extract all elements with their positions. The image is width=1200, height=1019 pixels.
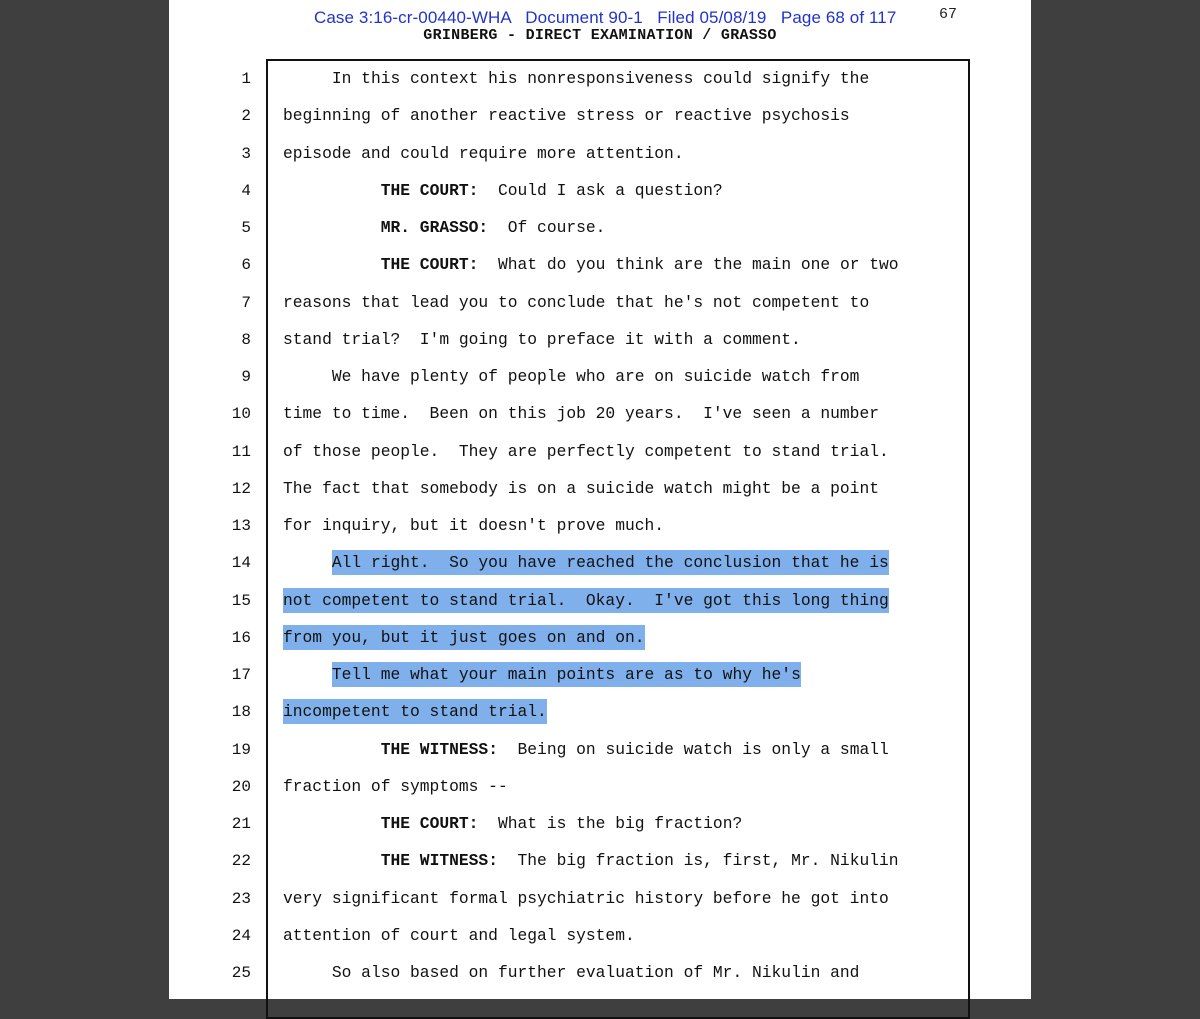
transcript-line	[169, 660, 1031, 690]
highlighted-text: incompetent to stand trial.	[283, 699, 547, 724]
transcript-line	[169, 958, 1031, 988]
line-text	[283, 325, 801, 355]
line-number: 20	[231, 777, 251, 796]
line-number: 22	[231, 852, 251, 871]
transcript-line	[169, 139, 1031, 169]
highlighted-text: not competent to stand trial. Okay. I've got this long thing	[283, 588, 889, 613]
line-body: very significant formal psychiatric history before he got into	[283, 888, 889, 908]
transcript-line	[169, 325, 1031, 355]
line-text	[283, 586, 889, 616]
transcript-line	[169, 474, 1031, 504]
transcript-line	[169, 362, 1031, 392]
speaker-label: THE COURT:	[380, 814, 479, 833]
line-body: So also based on further evaluation of Mr. Nikulin and	[331, 963, 860, 982]
speaker-label: THE COURT:	[380, 180, 479, 200]
line-body: Of course.	[488, 218, 606, 237]
transcript-line	[169, 921, 1031, 951]
line-number: 6	[241, 256, 251, 275]
line-text	[283, 362, 859, 392]
line-text	[283, 399, 879, 429]
transcript-line	[169, 846, 1031, 876]
transcript-line	[169, 735, 1031, 765]
speaker-label: MR. GRASSO:	[380, 218, 489, 237]
highlighted-text: Tell me what your main points are as to why he's	[332, 662, 801, 687]
line-text	[283, 548, 889, 578]
filing-header: Case 3:16-cr-00440-WHA Document 90-1 Filed 05/08/19 Page 68 of 117	[314, 8, 897, 27]
transcript-line	[169, 250, 1031, 280]
transcript-line	[169, 213, 1031, 243]
line-number: 5	[241, 219, 251, 237]
transcript-line	[169, 399, 1031, 429]
line-body: of those people. They are perfectly competent to stand trial.	[283, 441, 889, 461]
line-number: 17	[231, 666, 251, 684]
transcript-line	[169, 809, 1031, 839]
line-body: reasons that lead you to conclude that he's not competent to	[283, 292, 870, 312]
line-body: In this context his nonresponsiveness could signify the	[331, 69, 870, 88]
line-text	[283, 921, 635, 951]
line-number: 13	[231, 517, 251, 535]
line-text	[283, 958, 859, 988]
line-body: We have plenty of people who are on suicide watch from	[331, 367, 860, 386]
line-number: 14	[231, 554, 251, 573]
line-text	[283, 139, 684, 169]
line-number: 18	[231, 703, 251, 722]
line-body: Being on suicide watch is only a small	[497, 739, 889, 759]
transcript-line	[169, 884, 1031, 914]
line-number: 19	[231, 740, 251, 759]
line-number: 12	[231, 479, 251, 498]
line-body: fraction of symptoms --	[283, 776, 508, 796]
line-text	[283, 623, 645, 653]
page-number: 67	[939, 6, 958, 23]
line-text	[283, 176, 723, 206]
line-number: 10	[231, 405, 251, 424]
line-number: 1	[241, 70, 251, 88]
line-body: What do you think are the main one or two	[478, 255, 899, 275]
transcript-line	[169, 101, 1031, 131]
speaker-label: THE COURT:	[380, 255, 479, 275]
line-text	[283, 697, 547, 727]
transcript-line	[169, 437, 1031, 467]
line-body: beginning of another reactive stress or reactive psychosis	[283, 106, 850, 126]
line-text	[283, 213, 605, 243]
highlighted-text: from you, but it just goes on and on.	[283, 625, 645, 650]
line-body: episode and could require more attention.	[283, 143, 684, 163]
line-text	[283, 64, 869, 94]
line-text	[283, 101, 850, 131]
line-body: for inquiry, but it doesn't prove much.	[283, 516, 665, 535]
line-text	[283, 660, 801, 690]
line-number: 16	[231, 628, 251, 647]
line-body: What is the big fraction?	[478, 814, 743, 833]
line-number: 23	[231, 889, 251, 908]
line-number: 11	[231, 442, 251, 461]
transcript-page	[169, 0, 1031, 999]
line-number: 7	[241, 293, 251, 312]
line-body: Could I ask a question?	[478, 180, 723, 200]
line-text	[283, 474, 879, 504]
line-text	[283, 288, 869, 318]
speaker-label: THE WITNESS:	[380, 851, 498, 871]
line-body: The big fraction is, first, Mr. Nikulin	[497, 851, 899, 871]
line-body: attention of court and legal system.	[283, 925, 635, 945]
line-body: stand trial? I'm going to preface it with a comment.	[283, 329, 801, 349]
transcript-line	[169, 64, 1031, 94]
transcript-line	[169, 623, 1031, 653]
transcript-line	[169, 548, 1031, 578]
transcript-line	[169, 176, 1031, 206]
line-body: The fact that somebody is on a suicide watch might be a point	[283, 478, 879, 498]
running-title: GRINBERG - DIRECT EXAMINATION / GRASSO	[423, 27, 777, 44]
line-number: 15	[231, 591, 251, 610]
line-body: time to time. Been on this job 20 years. I've seen a number	[283, 404, 879, 424]
transcript-line	[169, 586, 1031, 616]
highlighted-text: All right. So you have reached the conclusion that he is	[332, 550, 889, 575]
transcript-line	[169, 511, 1031, 541]
line-text	[283, 511, 664, 541]
line-number: 21	[231, 815, 251, 833]
line-text	[283, 250, 899, 280]
transcript-line	[169, 772, 1031, 802]
line-number: 24	[231, 926, 251, 945]
line-number: 8	[241, 330, 251, 349]
line-text	[283, 437, 889, 467]
line-text	[283, 846, 899, 876]
line-number: 9	[241, 368, 251, 386]
line-number: 4	[241, 181, 251, 200]
transcript-line	[169, 288, 1031, 318]
line-number: 25	[231, 964, 251, 982]
line-text	[283, 772, 508, 802]
line-number: 2	[241, 107, 251, 126]
line-text	[283, 809, 742, 839]
speaker-label: THE WITNESS:	[380, 739, 498, 759]
line-text	[283, 884, 889, 914]
line-text	[283, 735, 889, 765]
transcript-line	[169, 697, 1031, 727]
line-number: 3	[241, 144, 251, 163]
